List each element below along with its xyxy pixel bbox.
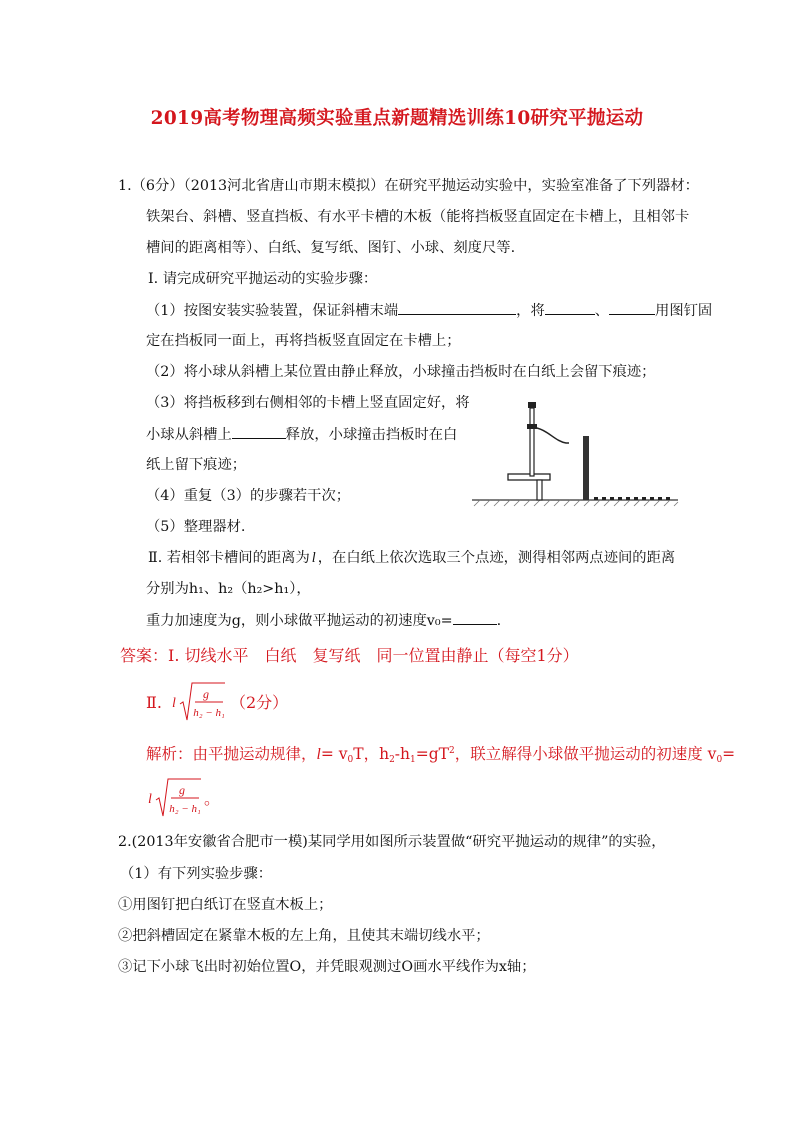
analysis-text-d: -h [394,745,411,763]
formula-l: l [172,696,176,711]
q1-step1-line2: 定在挡板同一面上，再将挡板竖直固定在卡槽上； [146,333,461,349]
analysis-text-a: 解析：由平抛运动规律， [146,745,317,763]
answer-blank-1[interactable] [398,300,516,315]
formula-numerator: g [203,687,209,701]
q1-step3-line1: （3）将挡板移到右侧相邻的卡槽上竖直固定好，将 [146,395,470,411]
analysis-formula-numerator: g [179,783,185,797]
q2-intro: 2.(2013年安徽省合肥市一模)某同学用如图所示装置做“研究平抛运动的规律”的实验， [118,834,666,850]
answer-formula [170,680,226,728]
analysis-text-e: =gT [415,745,450,763]
q1-materials-line1: 铁架台、斜槽、竖直挡板、有水平卡槽的木板（能将挡板竖直固定在卡槽上，且相邻卡 [146,209,690,225]
part2-line3-end: . [496,613,502,629]
q2-step2: ②把斜槽固定在紧靠木板的左上角，且使其末端切线水平； [118,928,490,944]
analysis-l: l [316,746,321,763]
q1-step3-line2 [146,424,457,445]
answer-blank-5[interactable] [453,610,497,625]
formula-denominator: h₂ − h₁ [193,707,225,719]
answer-blank-2[interactable] [545,300,595,315]
q1-step2: （2）将小球从斜槽上某位置由静止释放，小球撞击挡板时在白纸上会留下痕迹； [146,364,656,380]
q1-part2-line2: 分别为h₁、h₂（h₂>h₁）， [146,581,311,597]
analysis-text-f: ，联立解得小球做平抛运动的初速度 v [454,745,717,763]
answer-blank-3[interactable] [609,300,655,315]
q1-materials-line2: 槽间的距离相等）、白纸、复写纸、图钉、小球、刻度尺等. [146,240,516,256]
apparatus-figure [470,396,685,508]
q2-sub1: （1）有下列实验步骤： [120,866,273,882]
step1-text-d: 用图钉固 [655,303,713,319]
q1-part2-line3 [146,610,501,631]
apparatus-diagram [470,396,685,508]
part2-line3-text: 重力加速度为g，则小球做平抛运动的初速度v₀= [146,613,453,629]
part2-l-symbol: l [311,550,316,566]
q1-step3-line3: 纸上留下痕迹； [146,457,247,473]
analysis-line: 解析：由平抛运动规律，$l= v_0T$，$h_2-h_1=gT^2$，联立解得小球做平抛运动的初速度 $v_0=$ [146,745,736,765]
analysis-formula [146,776,202,824]
q1-step1 [146,300,712,321]
analysis-formula-denominator: h₂ − h₁ [169,803,201,815]
q1-step5: （5）整理器材. [146,519,246,535]
step1-text-b: ，将 [516,303,545,319]
q1-part1-heading: Ⅰ. 请完成研究平抛运动的实验步骤： [148,271,378,287]
answer-score: （2分） [230,693,289,712]
answer-roman-2: Ⅱ. [146,693,162,712]
analysis-text-b: = v [320,745,348,763]
step3-text-b: 释放，小球撞击挡板时在白 [285,427,458,443]
step1-text-c: 、 [594,303,610,319]
q2-step3: ③记下小球飞出时初始位置O，并凭眼观测过O画水平线作为x轴； [118,959,536,975]
answer-blank-4[interactable] [232,424,286,439]
page-title: 2019高考物理高频实验重点新题精选训练10研究平抛运动 [150,108,644,129]
analysis-text-g: = [722,745,736,763]
part2-text-b: ，在白纸上依次选取三个点迹，测得相邻两点迹间的距离 [317,550,676,566]
part2-text-a: Ⅱ. 若相邻卡槽间的距离为 [148,550,310,566]
step1-text-a: （1）按图安装实验装置，保证斜槽末端 [146,303,399,319]
analysis-formula-l: l [148,792,152,807]
q1-intro: 1.（6分）（2013河北省唐山市期末模拟）在研究平抛运动实验中，实验室准备了下列器材： [118,178,699,194]
q1-part2-line1 [148,548,675,568]
q2-step1: ①用图钉把白纸订在竖直木板上； [118,897,333,913]
answer-line1: 答案：Ⅰ. 切线水平 白纸 复写纸 同一位置由静止（每空1分） [120,646,579,665]
step3-text-a: 小球从斜槽上 [146,427,232,443]
analysis-text-c: T，h [353,745,390,763]
analysis-period: 。 [204,789,221,808]
q1-step4: （4）重复（3）的步骤若干次； [146,488,351,504]
